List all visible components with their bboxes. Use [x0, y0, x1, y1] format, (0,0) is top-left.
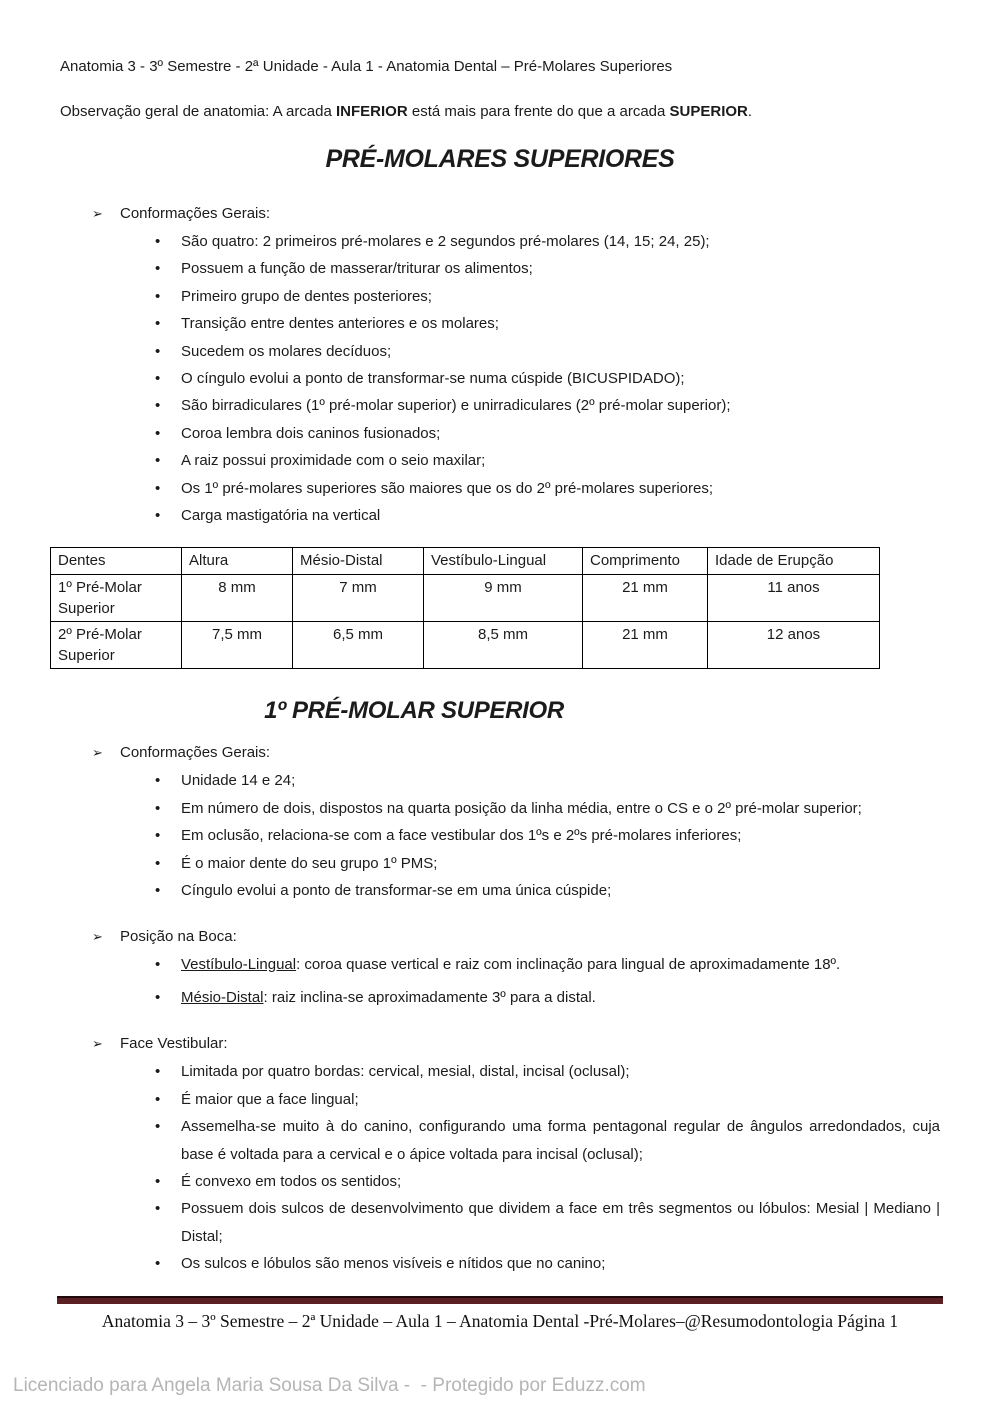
subsection-title: 1º PRÉ-MOLAR SUPERIOR	[264, 697, 564, 725]
bullet-dot-icon: •	[155, 988, 161, 1006]
list-item: • Os sulcos e lóbulos são menos visíveis e nítidos que no canino;	[155, 1250, 940, 1277]
term-definition: : raiz inclina-se aproximadamente 3º para a distal.	[263, 988, 596, 1006]
table-cell: 8 mm	[182, 575, 293, 622]
table-header-cell: Vestíbulo-Lingual	[424, 548, 583, 575]
bullet-dot-icon: •	[155, 507, 161, 525]
list-item: • Sucedem os molares decíduos;	[155, 338, 940, 365]
bullet-dot-icon: •	[155, 233, 161, 250]
table-header-row	[51, 548, 880, 575]
bullet-dot-icon: •	[155, 1172, 161, 1190]
footer-line: Anatomia 3 – 3º Semestre – 2ª Unidade – Aula 1 – Anatomia Dental -Pré-Molares–@Resumodontologia Página 1	[101, 1311, 899, 1331]
measurements-table	[50, 547, 880, 669]
table-header-cell: Mésio-Distal	[293, 548, 424, 575]
list-item: • Em oclusão, relaciona-se com a face vestibular dos 1ºs e 2ºs pré-molares inferiores;	[155, 822, 940, 849]
bullet-dot-icon: •	[155, 854, 161, 872]
section-heading-conformacoes-gerais	[92, 200, 940, 227]
main-title: PRÉ-MOLARES SUPERIORES	[325, 145, 675, 173]
footer-divider-bar	[57, 1296, 943, 1304]
list-item: • A raiz possui proximidade com o seio maxilar;	[155, 447, 940, 474]
table-cell: 11 anos	[708, 575, 880, 622]
list-item: • Possuem a função de masserar/triturar os alimentos;	[155, 255, 940, 282]
bullet-dot-icon: •	[155, 452, 161, 470]
posicao-na-boca-list	[60, 951, 940, 1012]
list-item: • São birradiculares (1º pré-molar superior) e unirradiculares (2º pré-molar superior);	[155, 392, 940, 419]
list-item: • Unidade 14 e 24;	[155, 767, 940, 794]
table-header-cell: Idade de Erupção	[708, 548, 880, 575]
table-header-cell: Altura	[182, 548, 293, 575]
license-watermark: Licenciado para Angela Maria Sousa Da Silva - - Protegido por Eduzz.com	[13, 1375, 646, 1396]
table-cell: 7 mm	[293, 575, 424, 622]
list-item: • É maior que a face lingual;	[155, 1086, 940, 1113]
observation-bold-inferior: INFERIOR	[336, 103, 408, 120]
bullet-dot-icon: •	[155, 1118, 161, 1136]
bullet-dot-icon: •	[155, 479, 161, 497]
list-item: • São quatro: 2 primeiros pré-molares e 2 segundos pré-molares (14, 15; 24, 25);	[155, 228, 940, 255]
bullet-dot-icon: •	[155, 955, 161, 973]
bullet-dot-icon: •	[155, 370, 161, 388]
table-cell: 1º Pré-Molar Superior	[51, 575, 182, 622]
section-heading-posicao-na-boca	[92, 923, 940, 950]
section-heading-face-vestibular	[92, 1030, 940, 1057]
term-definition: : coroa quase vertical e raiz com inclinação para lingual de aproximadamente 18º.	[296, 955, 841, 973]
list-item: • Carga mastigatória na vertical	[155, 502, 940, 529]
bullet-dot-icon: •	[155, 1063, 161, 1081]
table-cell: 21 mm	[583, 622, 708, 669]
list-item: • Em número de dois, dispostos na quarta posição da linha média, entre o CS e o 2º pré-molar superior;	[155, 795, 940, 822]
table-cell: 21 mm	[583, 575, 708, 622]
bullet-dot-icon: •	[155, 772, 161, 790]
arrow-bullet-icon: ➢	[92, 206, 103, 221]
bullet-dot-icon: •	[155, 424, 161, 442]
anatomy-observation	[60, 102, 940, 122]
conformacoes-gerais-list	[60, 228, 940, 529]
table-row	[51, 575, 880, 622]
bullet-dot-icon: •	[155, 1090, 161, 1108]
section-heading-label: Conformações Gerais:	[120, 744, 271, 762]
list-item: • Coroa lembra dois caninos fusionados;	[155, 420, 940, 447]
list-item: • O cíngulo evolui a ponto de transformar-se numa cúspide (BICUSPIDADO);	[155, 365, 940, 392]
conformacoes-gerais-1pms-list	[60, 767, 940, 904]
table-cell: 9 mm	[424, 575, 583, 622]
underlined-term: Mésio-Distal	[181, 988, 264, 1006]
bullet-dot-icon: •	[155, 315, 161, 333]
bullet-dot-icon: •	[155, 342, 161, 360]
bullet-dot-icon: •	[155, 882, 161, 900]
arrow-bullet-icon: ➢	[92, 928, 103, 944]
list-item	[155, 951, 940, 978]
section-heading-label: Posição na Boca:	[120, 927, 237, 945]
section-heading-label: Conformações Gerais:	[120, 205, 271, 222]
bullet-dot-icon: •	[155, 1255, 161, 1273]
arrow-bullet-icon: ➢	[92, 745, 103, 761]
bullet-dot-icon: •	[155, 397, 161, 415]
observation-text: Observação geral de anatomia: A arcada	[60, 103, 337, 120]
bullet-dot-icon: •	[155, 287, 161, 305]
observation-text: está mais para frente do que a arcada	[407, 103, 670, 120]
bullet-dot-icon: •	[155, 799, 161, 817]
bullet-dot-icon: •	[155, 827, 161, 845]
arrow-bullet-icon: ➢	[92, 1036, 103, 1052]
table-cell: 7,5 mm	[182, 622, 293, 669]
underlined-term: Vestíbulo-Lingual	[181, 955, 297, 973]
table-cell: 8,5 mm	[424, 622, 583, 669]
table-row	[51, 622, 880, 669]
table-cell: 6,5 mm	[293, 622, 424, 669]
table-cell: 12 anos	[708, 622, 880, 669]
face-vestibular-list	[60, 1058, 940, 1277]
bullet-dot-icon: •	[155, 260, 161, 278]
list-item: • Os 1º pré-molares superiores são maiores que os do 2º pré-molares superiores;	[155, 475, 940, 502]
list-item: • Assemelha-se muito à do canino, configurando uma forma pentagonal regular de ângulos arredondados, cuja base é voltada para a cervical e o ápice voltada para incisal (oclusal);	[155, 1113, 940, 1168]
section-heading-label: Face Vestibular:	[120, 1035, 228, 1053]
bullet-dot-icon: •	[155, 1200, 161, 1218]
table-header-cell: Comprimento	[583, 548, 708, 575]
section-heading-conformacoes-gerais-1pms	[92, 739, 940, 766]
list-item: • Primeiro grupo de dentes posteriores;	[155, 283, 940, 310]
observation-bold-superior: SUPERIOR	[669, 103, 748, 120]
list-item: • É convexo em todos os sentidos;	[155, 1168, 940, 1195]
table-header-cell: Dentes	[51, 548, 182, 575]
observation-text: .	[747, 103, 753, 120]
course-header: Anatomia 3 - 3º Semestre - 2ª Unidade - Aula 1 - Anatomia Dental – Pré-Molares Superiores	[60, 58, 673, 75]
list-item: • Cíngulo evolui a ponto de transformar-se em uma única cúspide;	[155, 877, 940, 904]
list-item: • Limitada por quatro bordas: cervical, mesial, distal, incisal (oclusal);	[155, 1058, 940, 1085]
list-item: • Transição entre dentes anteriores e os molares;	[155, 310, 940, 337]
list-item: • Possuem dois sulcos de desenvolvimento que dividem a face em três segmentos ou lóbulos: Mesial | Mediano | Distal;	[155, 1195, 940, 1250]
list-item: • É o maior dente do seu grupo 1º PMS;	[155, 850, 940, 877]
table-cell: 2º Pré-Molar Superior	[51, 622, 182, 669]
list-item	[155, 984, 940, 1011]
